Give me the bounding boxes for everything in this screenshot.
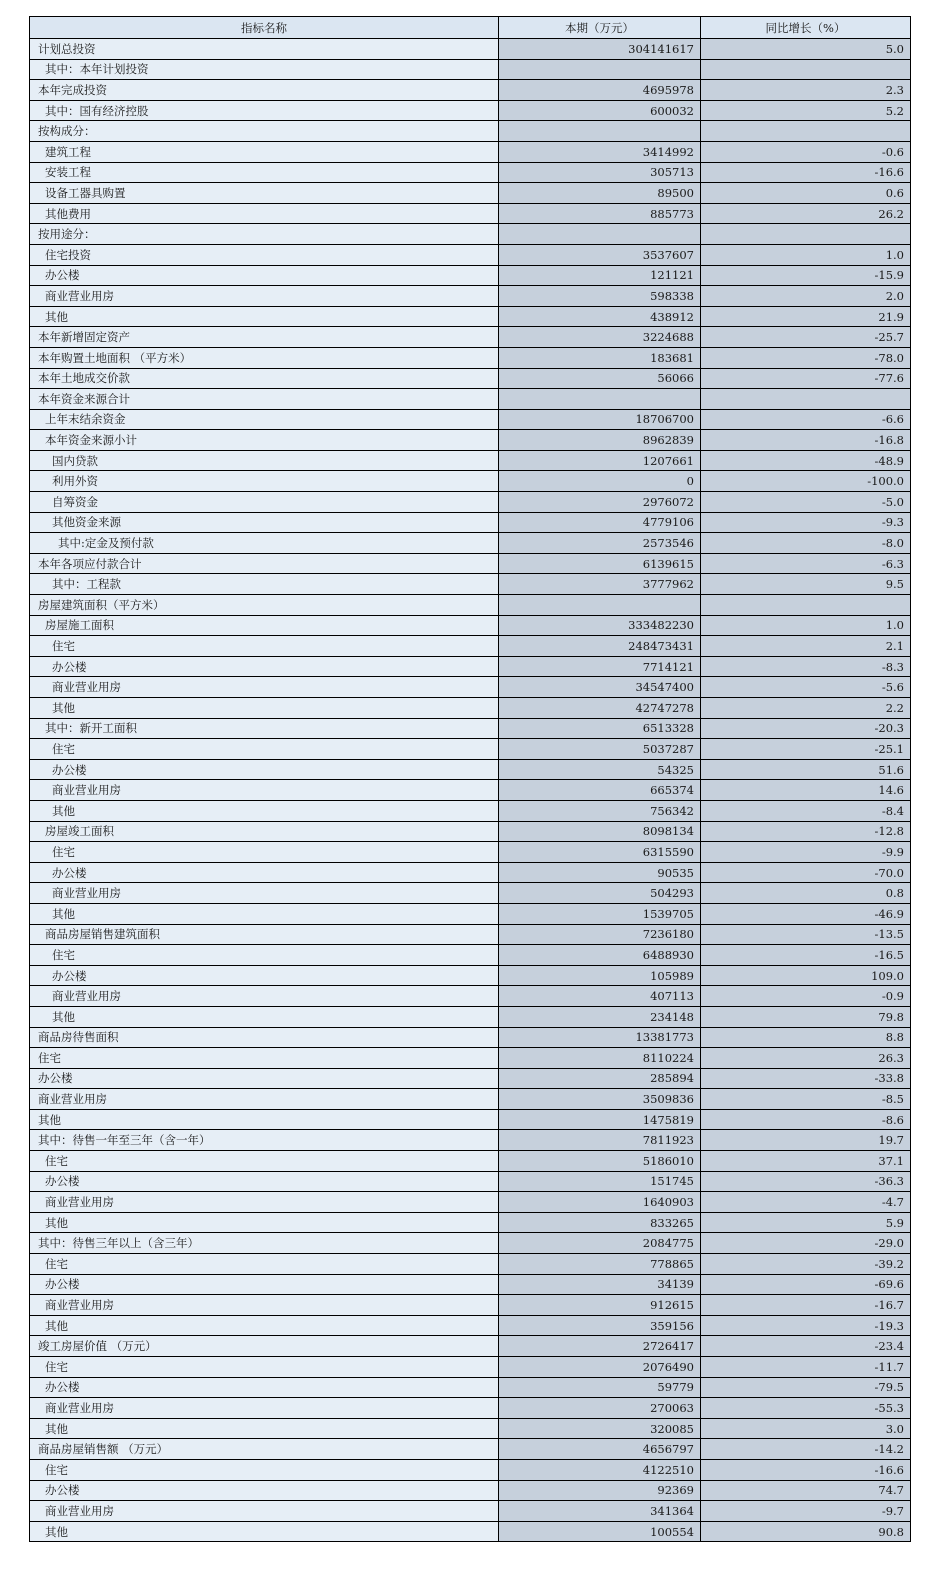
yoy-growth-cell: -8.0 — [701, 533, 911, 554]
indicator-name-cell: 房屋建筑面积（平方米） — [30, 595, 499, 616]
table-row — [30, 203, 911, 224]
yoy-growth-cell: -79.5 — [701, 1377, 911, 1398]
table-row — [30, 1151, 911, 1172]
indicator-name-cell: 商业营业用房 — [30, 883, 499, 904]
indicator-name-cell: 商业营业用房 — [30, 1501, 499, 1522]
current-value-cell: 407113 — [499, 986, 701, 1007]
table-row — [30, 1418, 911, 1439]
table-row — [30, 368, 911, 389]
indicator-name-cell: 其中：国有经济控股 — [30, 100, 499, 121]
table-row — [30, 1357, 911, 1378]
indicator-name-cell: 住宅 — [30, 945, 499, 966]
yoy-growth-cell: -4.7 — [701, 1192, 911, 1213]
indicator-name-cell: 其他 — [30, 1109, 499, 1130]
table-row — [30, 286, 911, 307]
current-value-cell: 42747278 — [499, 698, 701, 719]
indicator-name-cell: 其他费用 — [30, 203, 499, 224]
indicator-name-cell: 设备工器具购置 — [30, 183, 499, 204]
current-value-cell: 320085 — [499, 1418, 701, 1439]
current-value-cell: 248473431 — [499, 636, 701, 657]
table-row — [30, 574, 911, 595]
table-row — [30, 409, 911, 430]
indicator-name-cell: 其他 — [30, 306, 499, 327]
yoy-growth-cell: 3.0 — [701, 1418, 911, 1439]
table-row — [30, 1027, 911, 1048]
table-row — [30, 1192, 911, 1213]
current-value-cell: 34547400 — [499, 677, 701, 698]
indicator-name-cell: 住宅 — [30, 1459, 499, 1480]
yoy-growth-cell: 2.0 — [701, 286, 911, 307]
current-value-cell: 3224688 — [499, 327, 701, 348]
current-value-cell: 6315590 — [499, 842, 701, 863]
indicator-name-cell: 其他 — [30, 1006, 499, 1027]
indicator-name-cell: 住宅 — [30, 1357, 499, 1378]
current-value-cell: 5186010 — [499, 1151, 701, 1172]
header-indicator-name: 指标名称 — [30, 17, 499, 39]
table-row — [30, 1006, 911, 1027]
indicator-name-cell: 办公楼 — [30, 965, 499, 986]
table-row — [30, 1480, 911, 1501]
current-value-cell: 90535 — [499, 862, 701, 883]
current-value-cell — [499, 121, 701, 142]
current-value-cell: 2076490 — [499, 1357, 701, 1378]
current-value-cell: 8962839 — [499, 430, 701, 451]
table-row — [30, 636, 911, 657]
indicator-name-cell: 其中：工程款 — [30, 574, 499, 595]
indicator-name-cell: 商业营业用房 — [30, 986, 499, 1007]
yoy-growth-cell: -0.9 — [701, 986, 911, 1007]
current-value-cell: 7811923 — [499, 1130, 701, 1151]
yoy-growth-cell — [701, 59, 911, 80]
yoy-growth-cell: -29.0 — [701, 1233, 911, 1254]
yoy-growth-cell: 51.6 — [701, 759, 911, 780]
current-value-cell: 13381773 — [499, 1027, 701, 1048]
yoy-growth-cell: -8.5 — [701, 1089, 911, 1110]
yoy-growth-cell: 5.2 — [701, 100, 911, 121]
yoy-growth-cell: -6.6 — [701, 409, 911, 430]
indicator-name-cell: 住宅 — [30, 1048, 499, 1069]
current-value-cell: 8110224 — [499, 1048, 701, 1069]
current-value-cell — [499, 595, 701, 616]
table-row — [30, 265, 911, 286]
current-value-cell: 5037287 — [499, 739, 701, 760]
indicator-name-cell: 住宅 — [30, 636, 499, 657]
current-value-cell — [499, 224, 701, 245]
current-value-cell: 2084775 — [499, 1233, 701, 1254]
indicator-name-cell: 住宅 — [30, 1151, 499, 1172]
yoy-growth-cell: 26.3 — [701, 1048, 911, 1069]
indicator-name-cell: 计划总投资 — [30, 39, 499, 60]
indicator-name-cell: 建筑工程 — [30, 141, 499, 162]
current-value-cell: 54325 — [499, 759, 701, 780]
current-value-cell: 304141617 — [499, 39, 701, 60]
yoy-growth-cell: 19.7 — [701, 1130, 911, 1151]
yoy-growth-cell: -69.6 — [701, 1274, 911, 1295]
yoy-growth-cell: -25.7 — [701, 327, 911, 348]
yoy-growth-cell: 2.1 — [701, 636, 911, 657]
current-value-cell: 2976072 — [499, 492, 701, 513]
yoy-growth-cell: -8.4 — [701, 800, 911, 821]
yoy-growth-cell: -16.6 — [701, 162, 911, 183]
indicator-name-cell: 住宅 — [30, 1254, 499, 1275]
table-row — [30, 306, 911, 327]
current-value-cell: 359156 — [499, 1315, 701, 1336]
table-row — [30, 1109, 911, 1130]
current-value-cell: 92369 — [499, 1480, 701, 1501]
table-row — [30, 1377, 911, 1398]
yoy-growth-cell: 1.0 — [701, 244, 911, 265]
current-value-cell: 8098134 — [499, 821, 701, 842]
table-row — [30, 739, 911, 760]
yoy-growth-cell — [701, 595, 911, 616]
indicator-name-cell: 办公楼 — [30, 1171, 499, 1192]
current-value-cell: 270063 — [499, 1398, 701, 1419]
current-value-cell: 0 — [499, 471, 701, 492]
indicator-name-cell: 商业营业用房 — [30, 1089, 499, 1110]
current-value-cell: 1640903 — [499, 1192, 701, 1213]
current-value-cell: 756342 — [499, 800, 701, 821]
current-value-cell: 3537607 — [499, 244, 701, 265]
table-row — [30, 759, 911, 780]
indicator-name-cell: 办公楼 — [30, 1274, 499, 1295]
current-value-cell: 1539705 — [499, 903, 701, 924]
current-value-cell: 2573546 — [499, 533, 701, 554]
yoy-growth-cell: -11.7 — [701, 1357, 911, 1378]
header-yoy-growth: 同比增长（%） — [701, 17, 911, 39]
current-value-cell: 1207661 — [499, 450, 701, 471]
indicator-name-cell: 商业营业用房 — [30, 1192, 499, 1213]
yoy-growth-cell: -16.5 — [701, 945, 911, 966]
current-value-cell: 121121 — [499, 265, 701, 286]
yoy-growth-cell: 109.0 — [701, 965, 911, 986]
yoy-growth-cell: -25.1 — [701, 739, 911, 760]
table-row — [30, 965, 911, 986]
yoy-growth-cell: -5.0 — [701, 492, 911, 513]
current-value-cell: 305713 — [499, 162, 701, 183]
yoy-growth-cell — [701, 121, 911, 142]
current-value-cell: 105989 — [499, 965, 701, 986]
current-value-cell: 3509836 — [499, 1089, 701, 1110]
indicator-name-cell: 其中：待售三年以上（含三年） — [30, 1233, 499, 1254]
yoy-growth-cell: 8.8 — [701, 1027, 911, 1048]
table-row — [30, 842, 911, 863]
indicator-name-cell: 本年资金来源小计 — [30, 430, 499, 451]
indicator-name-cell: 其中：待售一年至三年（含一年） — [30, 1130, 499, 1151]
yoy-growth-cell: -9.9 — [701, 842, 911, 863]
current-value-cell: 333482230 — [499, 615, 701, 636]
table-row — [30, 718, 911, 739]
yoy-growth-cell: -77.6 — [701, 368, 911, 389]
indicator-name-cell: 其他 — [30, 903, 499, 924]
current-value-cell: 6139615 — [499, 553, 701, 574]
table-row — [30, 224, 911, 245]
yoy-growth-cell: -12.8 — [701, 821, 911, 842]
indicator-name-cell: 商品房待售面积 — [30, 1027, 499, 1048]
current-value-cell: 600032 — [499, 100, 701, 121]
yoy-growth-cell: -9.3 — [701, 512, 911, 533]
table-row — [30, 986, 911, 1007]
indicator-name-cell: 本年资金来源合计 — [30, 389, 499, 410]
yoy-growth-cell: -6.3 — [701, 553, 911, 574]
current-value-cell: 4122510 — [499, 1459, 701, 1480]
table-row — [30, 141, 911, 162]
current-value-cell: 833265 — [499, 1212, 701, 1233]
header-current-value: 本期（万元） — [499, 17, 701, 39]
yoy-growth-cell: -9.7 — [701, 1501, 911, 1522]
statistics-table — [29, 16, 911, 1542]
table-row — [30, 1212, 911, 1233]
indicator-name-cell: 办公楼 — [30, 1480, 499, 1501]
table-row — [30, 615, 911, 636]
table-row — [30, 821, 911, 842]
current-value-cell: 1475819 — [499, 1109, 701, 1130]
indicator-name-cell: 办公楼 — [30, 862, 499, 883]
current-value-cell: 912615 — [499, 1295, 701, 1316]
yoy-growth-cell: 26.2 — [701, 203, 911, 224]
current-value-cell: 6488930 — [499, 945, 701, 966]
indicator-name-cell: 其他 — [30, 1521, 499, 1542]
table-row — [30, 1068, 911, 1089]
indicator-name-cell: 其中:定金及预付款 — [30, 533, 499, 554]
table-row — [30, 656, 911, 677]
yoy-growth-cell: 14.6 — [701, 780, 911, 801]
indicator-name-cell: 其中：本年计划投资 — [30, 59, 499, 80]
current-value-cell: 151745 — [499, 1171, 701, 1192]
table-row — [30, 945, 911, 966]
indicator-name-cell: 本年完成投资 — [30, 80, 499, 101]
yoy-growth-cell: 0.6 — [701, 183, 911, 204]
yoy-growth-cell: 37.1 — [701, 1151, 911, 1172]
table-row — [30, 1274, 911, 1295]
table-row — [30, 677, 911, 698]
yoy-growth-cell: 2.3 — [701, 80, 911, 101]
current-value-cell: 34139 — [499, 1274, 701, 1295]
indicator-name-cell: 其他 — [30, 800, 499, 821]
table-body — [30, 39, 911, 1542]
current-value-cell: 665374 — [499, 780, 701, 801]
indicator-name-cell: 住宅 — [30, 842, 499, 863]
indicator-name-cell: 其他 — [30, 1418, 499, 1439]
current-value-cell: 504293 — [499, 883, 701, 904]
yoy-growth-cell: -13.5 — [701, 924, 911, 945]
table-row — [30, 512, 911, 533]
yoy-growth-cell: 9.5 — [701, 574, 911, 595]
current-value-cell: 234148 — [499, 1006, 701, 1027]
table-row — [30, 1295, 911, 1316]
current-value-cell: 59779 — [499, 1377, 701, 1398]
yoy-growth-cell: -5.6 — [701, 677, 911, 698]
yoy-growth-cell: -8.6 — [701, 1109, 911, 1130]
table-row — [30, 1130, 911, 1151]
indicator-name-cell: 商业营业用房 — [30, 1398, 499, 1419]
yoy-growth-cell: 21.9 — [701, 306, 911, 327]
indicator-name-cell: 商业营业用房 — [30, 780, 499, 801]
indicator-name-cell: 上年末结余资金 — [30, 409, 499, 430]
yoy-growth-cell: 90.8 — [701, 1521, 911, 1542]
table-row — [30, 1439, 911, 1460]
table-row — [30, 1521, 911, 1542]
table-row — [30, 430, 911, 451]
table-row — [30, 80, 911, 101]
table-row — [30, 1233, 911, 1254]
yoy-growth-cell: -39.2 — [701, 1254, 911, 1275]
indicator-name-cell: 安装工程 — [30, 162, 499, 183]
yoy-growth-cell: -70.0 — [701, 862, 911, 883]
current-value-cell: 4695978 — [499, 80, 701, 101]
yoy-growth-cell — [701, 389, 911, 410]
indicator-name-cell: 其他 — [30, 1212, 499, 1233]
yoy-growth-cell: -46.9 — [701, 903, 911, 924]
table-header-row — [30, 17, 911, 39]
current-value-cell: 89500 — [499, 183, 701, 204]
table-row — [30, 862, 911, 883]
current-value-cell: 885773 — [499, 203, 701, 224]
indicator-name-cell: 商品房屋销售建筑面积 — [30, 924, 499, 945]
indicator-name-cell: 商业营业用房 — [30, 677, 499, 698]
indicator-name-cell: 办公楼 — [30, 656, 499, 677]
table-row — [30, 800, 911, 821]
indicator-name-cell: 本年各项应付款合计 — [30, 553, 499, 574]
table-row — [30, 450, 911, 471]
table-row — [30, 1171, 911, 1192]
yoy-growth-cell: -20.3 — [701, 718, 911, 739]
yoy-growth-cell: -0.6 — [701, 141, 911, 162]
yoy-growth-cell: -16.8 — [701, 430, 911, 451]
indicator-name-cell: 办公楼 — [30, 1068, 499, 1089]
current-value-cell: 2726417 — [499, 1336, 701, 1357]
indicator-name-cell: 其中：新开工面积 — [30, 718, 499, 739]
table-row — [30, 1398, 911, 1419]
indicator-name-cell: 自筹资金 — [30, 492, 499, 513]
table-row — [30, 1315, 911, 1336]
indicator-name-cell: 其他 — [30, 698, 499, 719]
table-row — [30, 1501, 911, 1522]
table-row — [30, 698, 911, 719]
yoy-growth-cell: -16.7 — [701, 1295, 911, 1316]
table-row — [30, 1336, 911, 1357]
yoy-growth-cell: -78.0 — [701, 347, 911, 368]
current-value-cell: 183681 — [499, 347, 701, 368]
indicator-name-cell: 房屋竣工面积 — [30, 821, 499, 842]
yoy-growth-cell: 5.9 — [701, 1212, 911, 1233]
table-row — [30, 59, 911, 80]
current-value-cell: 341364 — [499, 1501, 701, 1522]
yoy-growth-cell: -36.3 — [701, 1171, 911, 1192]
table-row — [30, 780, 911, 801]
indicator-name-cell: 住宅 — [30, 739, 499, 760]
table-row — [30, 553, 911, 574]
current-value-cell: 4656797 — [499, 1439, 701, 1460]
yoy-growth-cell: -23.4 — [701, 1336, 911, 1357]
table-row — [30, 903, 911, 924]
yoy-growth-cell: 1.0 — [701, 615, 911, 636]
table-row — [30, 121, 911, 142]
current-value-cell: 6513328 — [499, 718, 701, 739]
table-row — [30, 183, 911, 204]
yoy-growth-cell — [701, 224, 911, 245]
indicator-name-cell: 办公楼 — [30, 1377, 499, 1398]
indicator-name-cell: 房屋施工面积 — [30, 615, 499, 636]
table-row — [30, 1254, 911, 1275]
table-row — [30, 1459, 911, 1480]
indicator-name-cell: 竣工房屋价值 （万元） — [30, 1336, 499, 1357]
indicator-name-cell: 按用途分： — [30, 224, 499, 245]
yoy-growth-cell: -8.3 — [701, 656, 911, 677]
yoy-growth-cell: -19.3 — [701, 1315, 911, 1336]
indicator-name-cell: 本年土地成交价款 — [30, 368, 499, 389]
current-value-cell: 3777962 — [499, 574, 701, 595]
yoy-growth-cell: 74.7 — [701, 1480, 911, 1501]
indicator-name-cell: 住宅投资 — [30, 244, 499, 265]
yoy-growth-cell: -14.2 — [701, 1439, 911, 1460]
yoy-growth-cell: 0.8 — [701, 883, 911, 904]
table-row — [30, 100, 911, 121]
indicator-name-cell: 本年新增固定资产 — [30, 327, 499, 348]
current-value-cell — [499, 59, 701, 80]
table-row — [30, 1048, 911, 1069]
indicator-name-cell: 其他 — [30, 1315, 499, 1336]
indicator-name-cell: 商业营业用房 — [30, 1295, 499, 1316]
current-value-cell: 598338 — [499, 286, 701, 307]
indicator-name-cell: 商业营业用房 — [30, 286, 499, 307]
yoy-growth-cell: -15.9 — [701, 265, 911, 286]
yoy-growth-cell: -16.6 — [701, 1459, 911, 1480]
current-value-cell: 285894 — [499, 1068, 701, 1089]
yoy-growth-cell: -48.9 — [701, 450, 911, 471]
table-row — [30, 595, 911, 616]
yoy-growth-cell: -55.3 — [701, 1398, 911, 1419]
table-row — [30, 162, 911, 183]
yoy-growth-cell: -100.0 — [701, 471, 911, 492]
current-value-cell: 56066 — [499, 368, 701, 389]
current-value-cell: 7714121 — [499, 656, 701, 677]
yoy-growth-cell: 79.8 — [701, 1006, 911, 1027]
indicator-name-cell: 国内贷款 — [30, 450, 499, 471]
current-value-cell: 438912 — [499, 306, 701, 327]
table-row — [30, 347, 911, 368]
table-row — [30, 471, 911, 492]
indicator-name-cell: 利用外资 — [30, 471, 499, 492]
current-value-cell: 4779106 — [499, 512, 701, 533]
indicator-name-cell: 商品房屋销售额 （万元） — [30, 1439, 499, 1460]
table-row — [30, 924, 911, 945]
table-row — [30, 244, 911, 265]
indicator-name-cell: 本年购置土地面积 （平方米） — [30, 347, 499, 368]
yoy-growth-cell: 5.0 — [701, 39, 911, 60]
current-value-cell: 7236180 — [499, 924, 701, 945]
current-value-cell: 3414992 — [499, 141, 701, 162]
table-row — [30, 1089, 911, 1110]
current-value-cell: 18706700 — [499, 409, 701, 430]
table-row — [30, 492, 911, 513]
table-row — [30, 39, 911, 60]
table-row — [30, 327, 911, 348]
current-value-cell: 778865 — [499, 1254, 701, 1275]
table-row — [30, 389, 911, 410]
indicator-name-cell: 办公楼 — [30, 759, 499, 780]
table-row — [30, 533, 911, 554]
current-value-cell: 100554 — [499, 1521, 701, 1542]
yoy-growth-cell: -33.8 — [701, 1068, 911, 1089]
current-value-cell — [499, 389, 701, 410]
yoy-growth-cell: 2.2 — [701, 698, 911, 719]
indicator-name-cell: 办公楼 — [30, 265, 499, 286]
table-row — [30, 883, 911, 904]
indicator-name-cell: 按构成分： — [30, 121, 499, 142]
indicator-name-cell: 其他资金来源 — [30, 512, 499, 533]
